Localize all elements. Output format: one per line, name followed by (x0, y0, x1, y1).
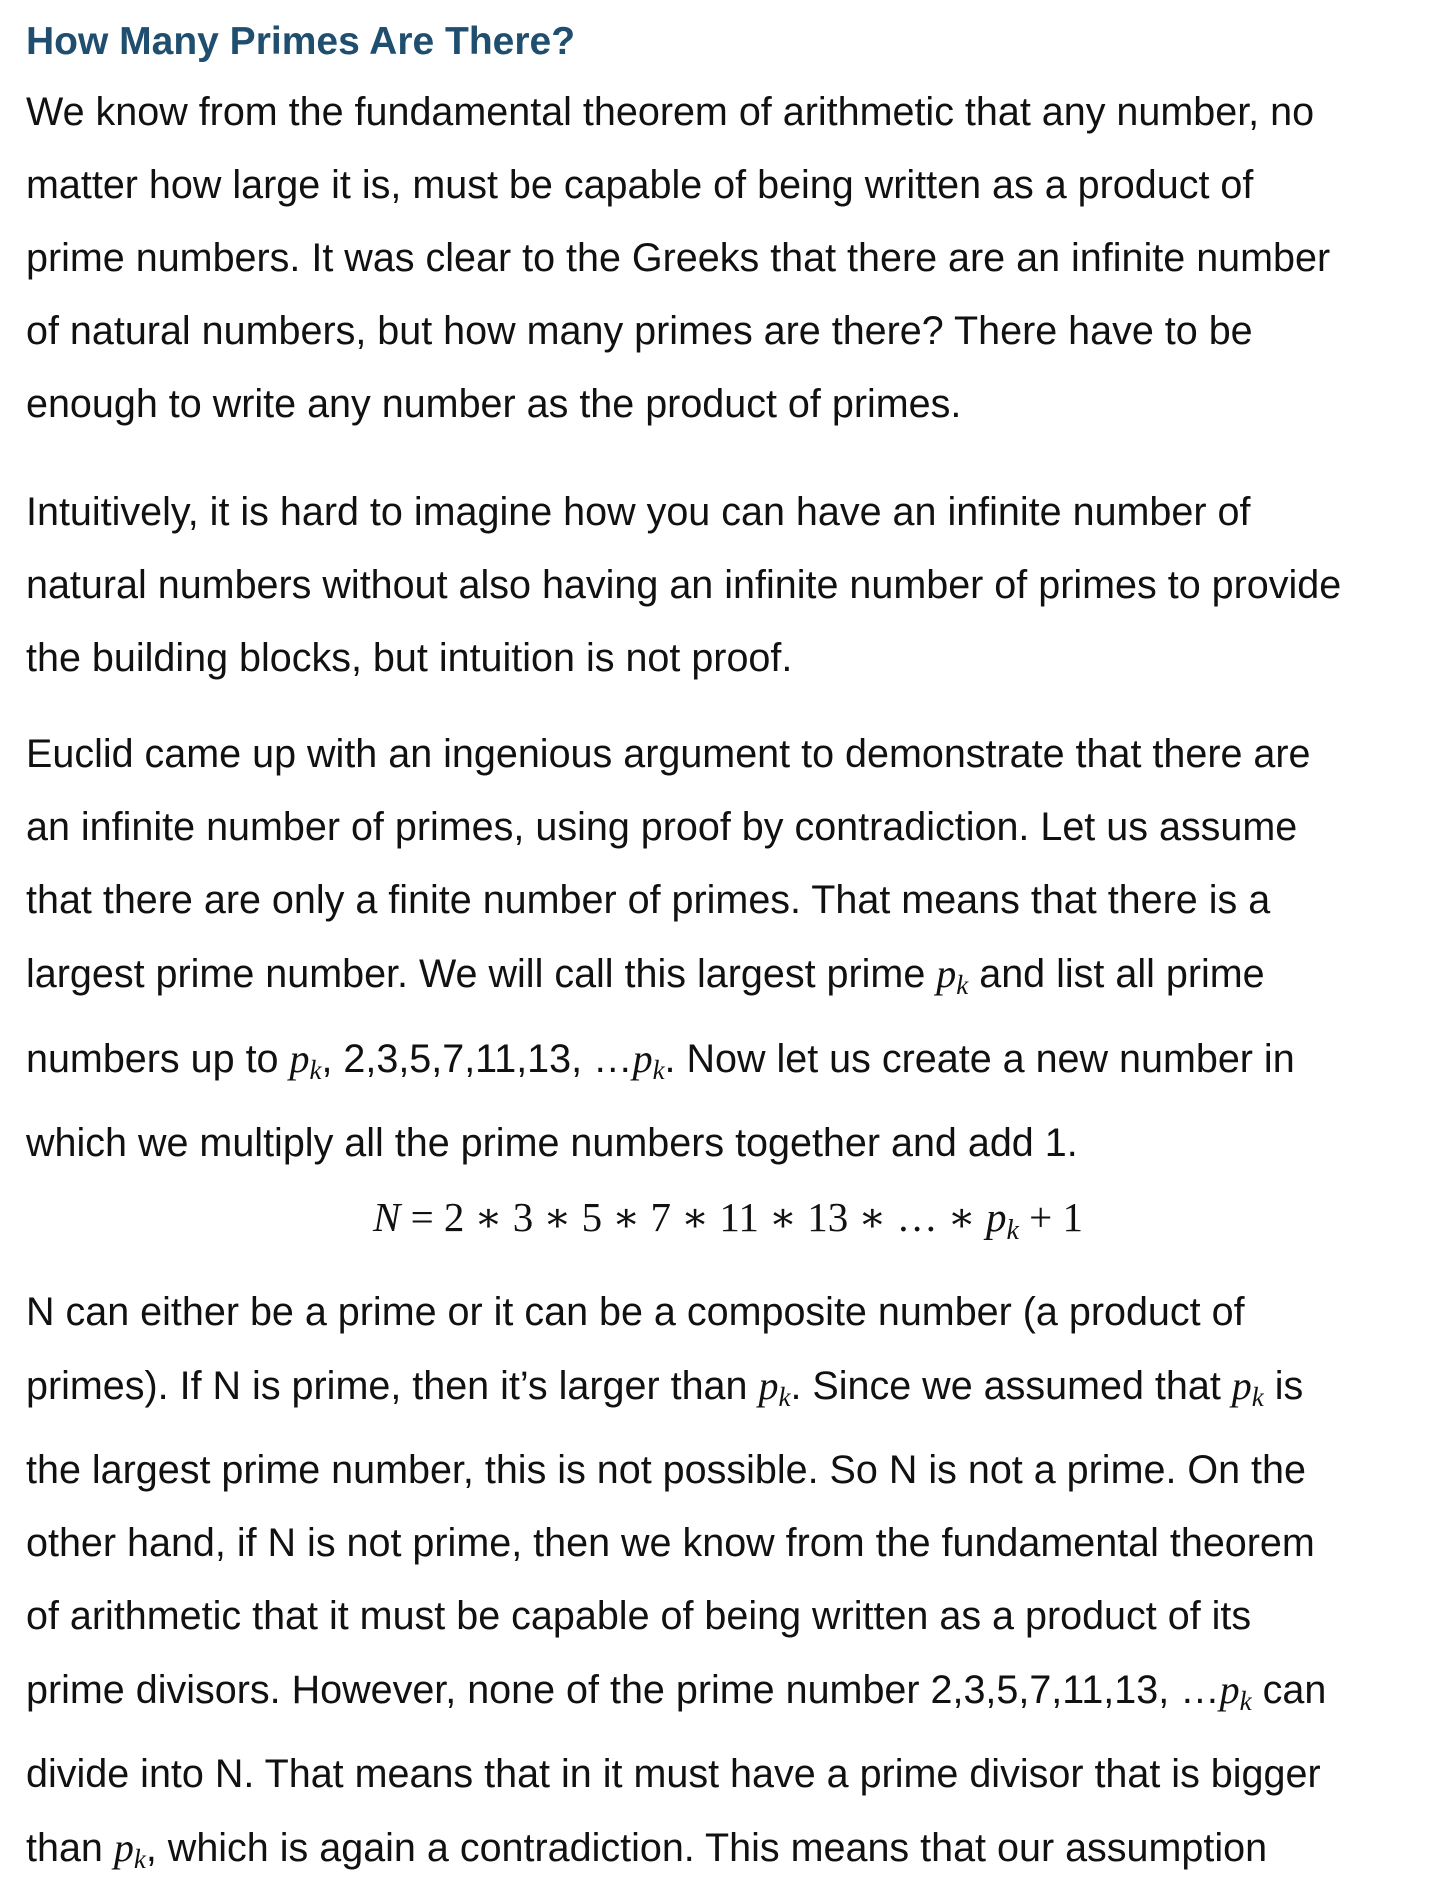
pk-symbol (1231, 1363, 1264, 1412)
text-line: of natural numbers, but how many primes are there? There have to be (26, 309, 1253, 353)
text-line: other hand, if N is not prime, then we know from the fundamental theorem (26, 1521, 1315, 1565)
math-k: k (133, 1844, 146, 1874)
pk-symbol (632, 1036, 665, 1085)
text-line (26, 1653, 1436, 1738)
math-k: k (1251, 1382, 1264, 1412)
text-line: which we multiply all the prime numbers together and add 1. (26, 1121, 1078, 1165)
pk-symbol (985, 1194, 1019, 1246)
pk-symbol (758, 1363, 791, 1412)
text-line: We know from the fundamental theorem of arithmetic that any number, no (26, 90, 1315, 134)
text-line: Intuitively, it is hard to imagine how you can have an infinite number of (26, 490, 1251, 534)
pk-symbol (936, 951, 969, 1000)
text-segment: and list all prime (968, 952, 1265, 996)
equation-tail: + 1 (1018, 1194, 1084, 1240)
math-p: p (758, 1363, 779, 1408)
text-segment: largest prime number. We will call this largest prime (26, 952, 937, 996)
text-line: of arithmetic that it must be capable of being written as a product of its (26, 1594, 1252, 1638)
text-segment: is (1263, 1364, 1304, 1408)
paragraph-1 (26, 76, 1436, 441)
math-k: k (1006, 1215, 1019, 1246)
text-line (26, 1811, 1436, 1896)
math-k: k (1239, 1686, 1252, 1716)
pk-symbol (289, 1036, 322, 1085)
math-p: p (985, 1194, 1007, 1240)
text-segment: prime divisors. However, none of the prime number 2,3,5,7,11,13, … (26, 1668, 1220, 1712)
text-line (26, 937, 1436, 1022)
text-segment: can (1251, 1668, 1327, 1712)
text-line: an infinite number of primes, using proof by contradiction. Let us assume (26, 805, 1298, 849)
page-title: How Many Primes Are There? (26, 20, 576, 63)
text-segment: , which is again a contradiction. This means that our assumption (145, 1826, 1268, 1870)
text-line: that there are only a finite number of primes. That means that there is a (26, 878, 1271, 922)
text-segment: . Now let us create a new number in (664, 1037, 1295, 1081)
math-k: k (652, 1055, 665, 1085)
math-p: p (289, 1036, 310, 1081)
text-line: enough to write any number as the product of primes. (26, 382, 962, 426)
text-segment: primes). If N is prime, then it’s larger than (26, 1364, 759, 1408)
text-line: N can either be a prime or it can be a composite number (a product of (26, 1290, 1245, 1334)
math-p: p (113, 1825, 134, 1870)
math-p: p (1231, 1363, 1252, 1408)
text-segment: , 2,3,5,7,11,13, … (321, 1037, 633, 1081)
text-line: matter how large it is, must be capable of being written as a product of (26, 163, 1254, 207)
pk-symbol (1219, 1667, 1252, 1716)
text-segment: . Since we assumed that (790, 1364, 1232, 1408)
text-line: the largest prime number, this is not possible. So N is not a prime. On the (26, 1448, 1306, 1492)
text-line (26, 1022, 1436, 1107)
text-segment: numbers up to (26, 1037, 290, 1081)
equation-lhs: N (372, 1194, 401, 1240)
text-segment: than (26, 1826, 114, 1870)
equation-body: = 2 ∗ 3 ∗ 5 ∗ 7 ∗ 11 ∗ 13 ∗ … ∗ (400, 1194, 986, 1240)
text-line: the building blocks, but intuition is not proof. (26, 636, 793, 680)
equation (0, 1190, 1456, 1258)
text-line: Euclid came up with an ingenious argument to demonstrate that there are (26, 732, 1311, 776)
text-line: prime numbers. It was clear to the Greeks that there are an infinite number (26, 236, 1331, 280)
text-line (26, 1349, 1436, 1434)
paragraph-3 (26, 718, 1436, 1180)
math-p: p (632, 1036, 653, 1081)
math-p: p (1219, 1667, 1240, 1712)
paragraph-2 (26, 476, 1436, 695)
math-k: k (956, 970, 969, 1000)
pk-symbol (113, 1825, 146, 1874)
math-p: p (936, 951, 957, 996)
math-k: k (309, 1055, 322, 1085)
text-line: natural numbers without also having an infinite number of primes to provide (26, 563, 1342, 607)
math-k: k (778, 1382, 791, 1412)
text-line: divide into N. That means that in it must have a prime divisor that is bigger (26, 1752, 1321, 1796)
paragraph-4 (26, 1276, 1436, 1896)
